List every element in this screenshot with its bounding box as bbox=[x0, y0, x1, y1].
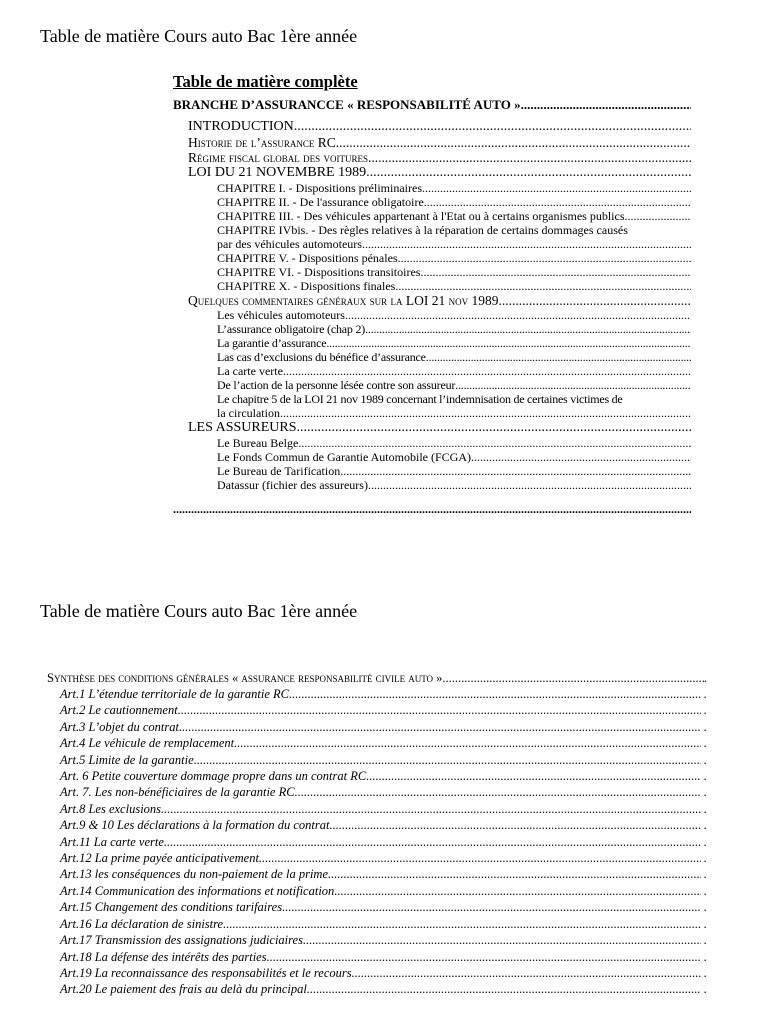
toc-entry-label: Art.8 Les exclusions bbox=[60, 801, 162, 816]
table-of-contents-complete bbox=[173, 72, 691, 516]
toc-entry-article[interactable]: Art.8 Les exclusions ..... . bbox=[47, 801, 707, 817]
toc-entry-chapitre[interactable] bbox=[173, 209, 691, 223]
toc-entry-label: CHAPITRE I. - Dispositions préliminaires. bbox=[217, 181, 425, 195]
toc-entry-label: Historie de l’assurance RC bbox=[188, 135, 336, 150]
toc-entry-label: Art.9 & 10 Les déclarations à la formation du contrat bbox=[60, 818, 330, 833]
toc-entry-label: Art.15 Changement des conditions tarifaires bbox=[60, 900, 283, 915]
toc-entry-chapitre-ivbis-line2[interactable] bbox=[173, 237, 691, 251]
toc-entry-article[interactable]: Art.2 Le cautionnement ..... . bbox=[47, 702, 707, 718]
toc-entry-regime-fiscal[interactable] bbox=[173, 150, 691, 165]
toc-entry-chapitre[interactable] bbox=[173, 251, 691, 265]
toc-entry-commentaire[interactable] bbox=[173, 308, 691, 322]
toc-entry-label: La carte verte bbox=[217, 364, 283, 378]
toc-dotted-line bbox=[173, 502, 691, 516]
toc-entry-label: Quelques commentaires généraux sur la LOI 21 nov 1989 bbox=[188, 293, 499, 308]
toc-entry-label: Art.4 Le véhicule de remplacement bbox=[60, 736, 235, 751]
toc-entry-label: Art. 6 Petite couverture dommage propre dans un contrat RC bbox=[60, 769, 367, 784]
toc-entry-label: la circulation bbox=[217, 406, 280, 420]
toc-entry-label: Les véhicules automoteurs bbox=[217, 308, 345, 322]
toc-entry-assureur[interactable] bbox=[173, 436, 691, 450]
toc-entry-label: INTRODUCTION bbox=[188, 119, 294, 134]
toc-entry-label: Art.19 La reconnaissance des responsabilités et le recours bbox=[60, 965, 352, 980]
toc-entry-chapitre5-line1[interactable]: Le chapitre 5 de la LOI 21 nov 1989 concernant l’indemnisation de certaines victimes de bbox=[217, 392, 623, 406]
toc-entry-commentaire[interactable] bbox=[173, 322, 691, 336]
toc-entry-label: par des véhicules automoteurs bbox=[217, 237, 362, 251]
toc-entry-article[interactable]: Art.16 La déclaration de sinistre ..... . bbox=[47, 916, 707, 932]
toc-entry-article[interactable]: Art.15 Changement des conditions tarifaires ..... . bbox=[47, 899, 707, 915]
toc-entry-label: Art.14 Communication des informations et notification bbox=[60, 883, 335, 898]
toc-entry-label: LOI DU 21 NOVEMBRE 1989. bbox=[188, 165, 370, 180]
toc-entry-label: Art.18 La défense des intérêts des parties bbox=[60, 949, 267, 964]
toc-entry-label: CHAPITRE V. - Dispositions pénales. bbox=[217, 251, 401, 265]
toc-entry-label: Art. 7. Les non-bénéficiaires de la garantie RC bbox=[60, 785, 295, 800]
toc-entry-article[interactable]: Art.11 La carte verte ..... . bbox=[47, 834, 707, 850]
table-of-contents-synthese bbox=[47, 670, 707, 998]
toc-entry-commentaire[interactable] bbox=[173, 336, 691, 350]
toc-entry-label: Le Bureau de Tarification bbox=[217, 464, 341, 478]
toc-entry-article[interactable]: Art.13 les conséquences du non-paiement de la prime ..... . bbox=[47, 866, 707, 882]
toc-entry-label: BRANCHE D’ASSURANCCE « RESPONSABILITÉ AUTO » bbox=[173, 97, 521, 112]
toc-entry-label: Art.11 La carte verte bbox=[60, 834, 164, 849]
toc-entry-chapitre-ivbis-line1[interactable]: CHAPITRE IVbis. - Des règles relatives à la réparation de certains dommages causés bbox=[217, 223, 628, 237]
toc-entry-label: L’assurance obligatoire (chap 2) bbox=[217, 322, 366, 336]
toc-entry-label: Art.3 L’objet du contrat bbox=[60, 719, 179, 734]
toc-entry-loi[interactable] bbox=[173, 165, 691, 181]
toc-entry-article[interactable]: Art.3 L’objet du contrat ..... . bbox=[47, 719, 707, 735]
toc-entry-label: Las cas d’exclusions du bénéfice d’assurance bbox=[217, 350, 426, 364]
toc-entry-chapitre[interactable] bbox=[173, 265, 691, 279]
toc-heading: Table de matière complète bbox=[173, 72, 358, 91]
toc-entry-label: De l’action de la personne lésée contre son assureur bbox=[217, 378, 456, 392]
toc-entry-chapitre[interactable] bbox=[173, 195, 691, 209]
toc-entry-assureur[interactable] bbox=[173, 478, 691, 492]
toc-entry-assureurs[interactable] bbox=[173, 420, 691, 436]
toc-entry-synthese[interactable]: Synthèse des conditions générales « assurance responsabilité civile auto » ..... . bbox=[47, 670, 707, 686]
toc-entry-article[interactable]: Art.12 La prime payée anticipativement ..... . bbox=[47, 850, 707, 866]
toc-entry-commentaire[interactable] bbox=[173, 378, 691, 392]
toc-entry-article[interactable]: Art.18 La défense des intérêts des parties ..... . bbox=[47, 949, 707, 965]
toc-entry-article[interactable]: Art.9 & 10 Les déclarations à la formation du contrat ..... . bbox=[47, 817, 707, 833]
toc-entry-label: Le Bureau Belge bbox=[217, 436, 299, 450]
toc-entry-label: Art.5 Limite de la garantie bbox=[60, 752, 194, 767]
toc-entry-article[interactable]: Art. 7. Les non-bénéficiaires de la garantie RC ..... . bbox=[47, 784, 707, 800]
page-title: Table de matière Cours auto Bac 1ère année bbox=[40, 26, 358, 46]
page-title-2: Table de matière Cours auto Bac 1ère année bbox=[40, 601, 358, 621]
toc-entry-chapitre[interactable] bbox=[173, 279, 691, 293]
toc-entry-label: Art.2 Le cautionnement bbox=[60, 703, 178, 718]
toc-entry-article[interactable]: Art.14 Communication des informations et notification ..... . bbox=[47, 883, 707, 899]
toc-entry-label: Synthèse des conditions générales « assurance responsabilité civile auto » bbox=[47, 671, 443, 685]
toc-entry-label: Art.12 La prime payée anticipativement bbox=[60, 851, 259, 866]
toc-entry-label: CHAPITRE III. - Des véhicules appartenant à l'Etat ou à certains organismes publics. bbox=[217, 209, 628, 223]
toc-entry-chapitre[interactable] bbox=[173, 181, 691, 195]
toc-entry-chapitre5-line2[interactable] bbox=[173, 406, 691, 420]
toc-entry-article[interactable]: Art.19 La reconnaissance des responsabilités et le recours ..... . bbox=[47, 965, 707, 981]
toc-entry-branch[interactable] bbox=[173, 97, 691, 113]
toc-entry-label: Le Fonds Commun de Garantie Automobile (FCGA) bbox=[217, 450, 471, 464]
toc-entry-label: CHAPITRE VI. - Dispositions transitoires. bbox=[217, 265, 424, 279]
toc-entry-commentaire[interactable] bbox=[173, 364, 691, 378]
toc-entry-assureur[interactable] bbox=[173, 450, 691, 464]
toc-entry-label: Datassur (fichier des assureurs) bbox=[217, 478, 368, 492]
toc-entry-article[interactable]: Art.20 Le paiement des frais au delà du principal ..... . bbox=[47, 981, 707, 997]
toc-entry-article[interactable]: Art. 6 Petite couverture dommage propre dans un contrat RC ..... . bbox=[47, 768, 707, 784]
toc-entry-commentaire[interactable] bbox=[173, 350, 691, 364]
toc-entry-article[interactable]: Art.1 L’étendue territoriale de la garantie RC ..... . bbox=[47, 686, 707, 702]
toc-entry-label: Art.20 Le paiement des frais au delà du principal bbox=[60, 982, 307, 997]
toc-entry-label: CHAPITRE II. - De l'assurance obligatoire. bbox=[217, 195, 427, 209]
toc-entry-label: La garantie d’assurance bbox=[217, 336, 327, 350]
toc-entry-label: Art.17 Transmission des assignations judiciaires bbox=[60, 933, 303, 948]
toc-entry-historique[interactable] bbox=[173, 135, 691, 150]
toc-entry-label: Art.13 les conséquences du non-paiement de la prime bbox=[60, 867, 328, 882]
toc-entry-label: LES ASSUREURS bbox=[188, 420, 297, 435]
toc-entry-article[interactable]: Art.4 Le véhicule de remplacement ..... . bbox=[47, 735, 707, 751]
toc-entry-article[interactable]: Art.5 Limite de la garantie ..... . bbox=[47, 752, 707, 768]
toc-entry-introduction[interactable] bbox=[173, 119, 691, 135]
toc-entry-label: CHAPITRE X. - Dispositions finales. bbox=[217, 279, 399, 293]
toc-entry-label: Art.1 L’étendue territoriale de la garantie RC bbox=[60, 687, 290, 701]
toc-entry-label: Régime fiscal global des voitures bbox=[188, 150, 369, 165]
toc-entry-label: Art.16 La déclaration de sinistre bbox=[60, 916, 224, 931]
toc-entry-assureur[interactable] bbox=[173, 464, 691, 478]
toc-entry-article[interactable]: Art.17 Transmission des assignations judiciaires ..... . bbox=[47, 932, 707, 948]
toc-entry-commentaires[interactable] bbox=[173, 293, 691, 308]
